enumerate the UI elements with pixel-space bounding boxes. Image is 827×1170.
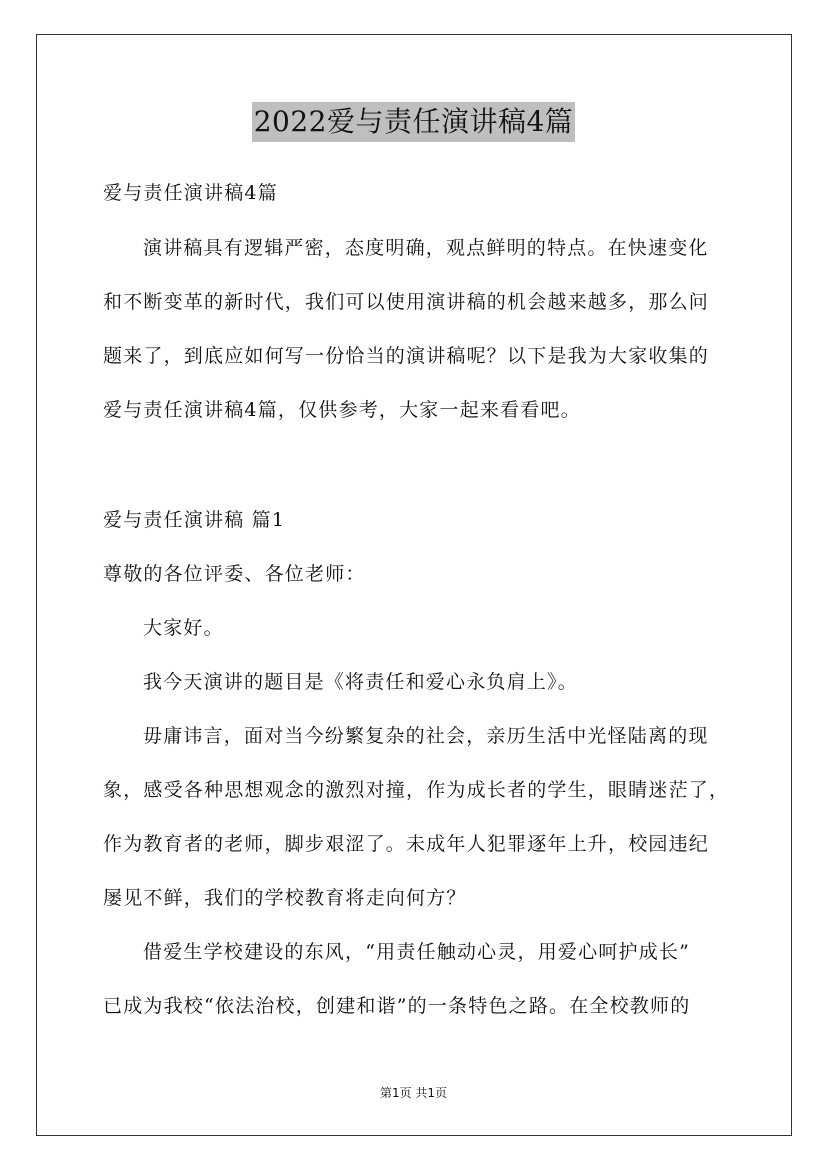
intro-line-4: 爱与责任演讲稿4篇，仅供参考，大家一起来看看吧。: [103, 399, 581, 421]
salutation: 尊敬的各位评委、各位老师：: [103, 563, 366, 585]
title-container: [0, 102, 827, 142]
para1-line-3: 作为教育者的老师，脚步艰涩了。未成年人犯罪逐年上升，校园违纪: [103, 833, 710, 855]
subtitle: 爱与责任演讲稿4篇: [103, 182, 278, 204]
page-number-footer: 第1页 共1页: [379, 1086, 448, 1100]
section-heading: 爱与责任演讲稿 篇1: [103, 509, 286, 531]
intro-line-1: 演讲稿具有逻辑严密，态度明确，观点鲜明的特点。在快速变化: [143, 237, 709, 259]
para1-line-4: 屡见不鲜，我们的学校教育将走向何方？: [103, 887, 467, 909]
para2-line-2: 已成为我校“依法治校，创建和谐”的一条特色之路。在全校教师的: [103, 995, 691, 1017]
intro-line-3: 题来了，到底应如何写一份恰当的演讲稿呢？以下是我为大家收集的: [103, 345, 710, 367]
greeting: 大家好。: [143, 617, 224, 639]
para2-line-1: 借爱生学校建设的东风，“用责任触动心灵，用爱心呵护成长”: [143, 941, 691, 963]
document-title: 2022爱与责任演讲稿4篇: [252, 102, 576, 142]
intro-line-2: 和不断变革的新时代，我们可以使用演讲稿的机会越来越多，那么问: [103, 291, 710, 313]
para1-line-2: 象，感受各种思想观念的激烈对撞，作为成长者的学生，眼睛迷茫了，: [103, 779, 730, 801]
para1-line-1: 毋庸讳言，面对当今纷繁复杂的社会，亲历生活中光怪陆离的现: [143, 725, 709, 747]
topic-line: 我今天演讲的题目是《将责任和爱心永负肩上》。: [143, 671, 578, 693]
